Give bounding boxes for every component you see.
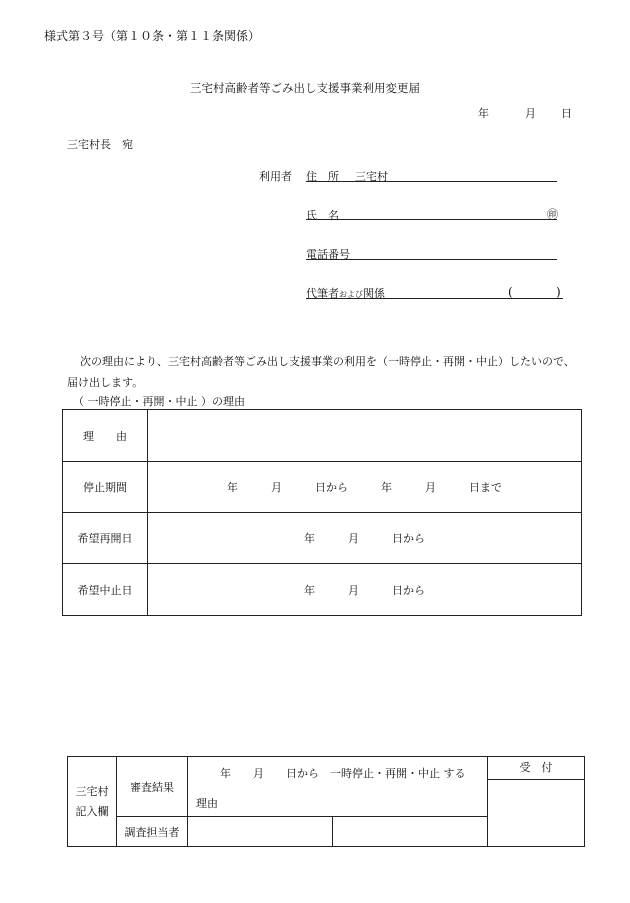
table-row [68, 757, 585, 817]
office-section-line1: 三宅村 [75, 784, 109, 798]
date-month: 月 [525, 107, 536, 120]
cancel-label: 希望中止日 [77, 583, 133, 597]
proxy-paren-open: ( [508, 285, 513, 299]
reason-value-cell[interactable] [148, 410, 582, 462]
body-text-line1: 次の理由により、三宅村高齢者等ごみ出し支援事業の利用を（一時停止・再開・中止）したいので、 [80, 355, 575, 368]
cancel-label-cell [63, 564, 148, 616]
suspension-value-cell[interactable] [148, 462, 582, 513]
inspector-label: 調査担当者 [124, 825, 180, 839]
addressee: 三宅村長 宛 [67, 138, 133, 151]
reason-label: 理 由 [83, 429, 127, 443]
table-row [63, 410, 582, 462]
proxy-label-tail: 関係 [363, 287, 385, 300]
resume-label: 希望再開日 [77, 532, 133, 545]
suspension-label-cell [63, 462, 148, 513]
office-section-cell [68, 757, 117, 847]
seal-mark: ㊞ [547, 208, 558, 221]
table-row [63, 564, 582, 616]
date-day: 日 [561, 107, 572, 120]
table-row [63, 513, 582, 564]
suspension-label: 停止期間 [83, 481, 127, 494]
office-table [67, 756, 585, 847]
proxy-label-small: および [339, 290, 363, 299]
receipt-cell[interactable] [488, 757, 585, 847]
office-section-line2: 記入欄 [75, 804, 109, 818]
resume-value-cell[interactable] [148, 513, 582, 564]
cancel-value-cell[interactable] [148, 564, 582, 616]
suspension-value: 年 月 日から 年 月 日まで [227, 481, 502, 494]
applicant-label: 利用者 [259, 170, 292, 183]
receipt-label: 受 付 [488, 757, 584, 780]
phone-label: 電話番号 [306, 248, 350, 261]
inspector-extra-cell[interactable] [333, 817, 488, 847]
review-result-label: 審査結果 [130, 780, 174, 794]
resume-value: 年 月 日から [304, 532, 425, 545]
reason-heading: （ 一時停止・再開・中止 ）の理由 [73, 395, 245, 408]
form-number: 様式第３号（第１０条・第１１条関係） [44, 29, 261, 43]
review-reason-label: 理由 [196, 797, 218, 810]
reason-label-cell [63, 410, 148, 462]
proxy-label-main: 代筆者 [306, 287, 339, 300]
cancel-value: 年 月 日から [304, 583, 425, 597]
phone-underline [306, 259, 557, 260]
address-value: 三宅村 [355, 170, 388, 183]
body-text-line2: 届け出します。 [67, 376, 144, 389]
resume-label-cell [63, 513, 148, 564]
review-result-label-cell [117, 757, 188, 817]
inspector-value-cell[interactable] [188, 817, 333, 847]
address-label: 住 所 [306, 170, 339, 183]
proxy-underline [306, 298, 563, 299]
main-table [62, 409, 582, 616]
inspector-label-cell [117, 817, 188, 847]
address-underline [306, 181, 557, 182]
review-result-cell[interactable] [188, 757, 488, 817]
table-row [63, 462, 582, 513]
name-underline [306, 219, 557, 220]
name-label: 氏 名 [306, 209, 339, 222]
date-year: 年 [478, 107, 489, 120]
review-result-line: 年 月 日から 一時停止・再開・中止 する [220, 767, 466, 780]
proxy-paren-close: ) [556, 285, 561, 299]
form-title: 三宅村高齢者等ごみ出し支援事業利用変更届 [190, 81, 420, 95]
